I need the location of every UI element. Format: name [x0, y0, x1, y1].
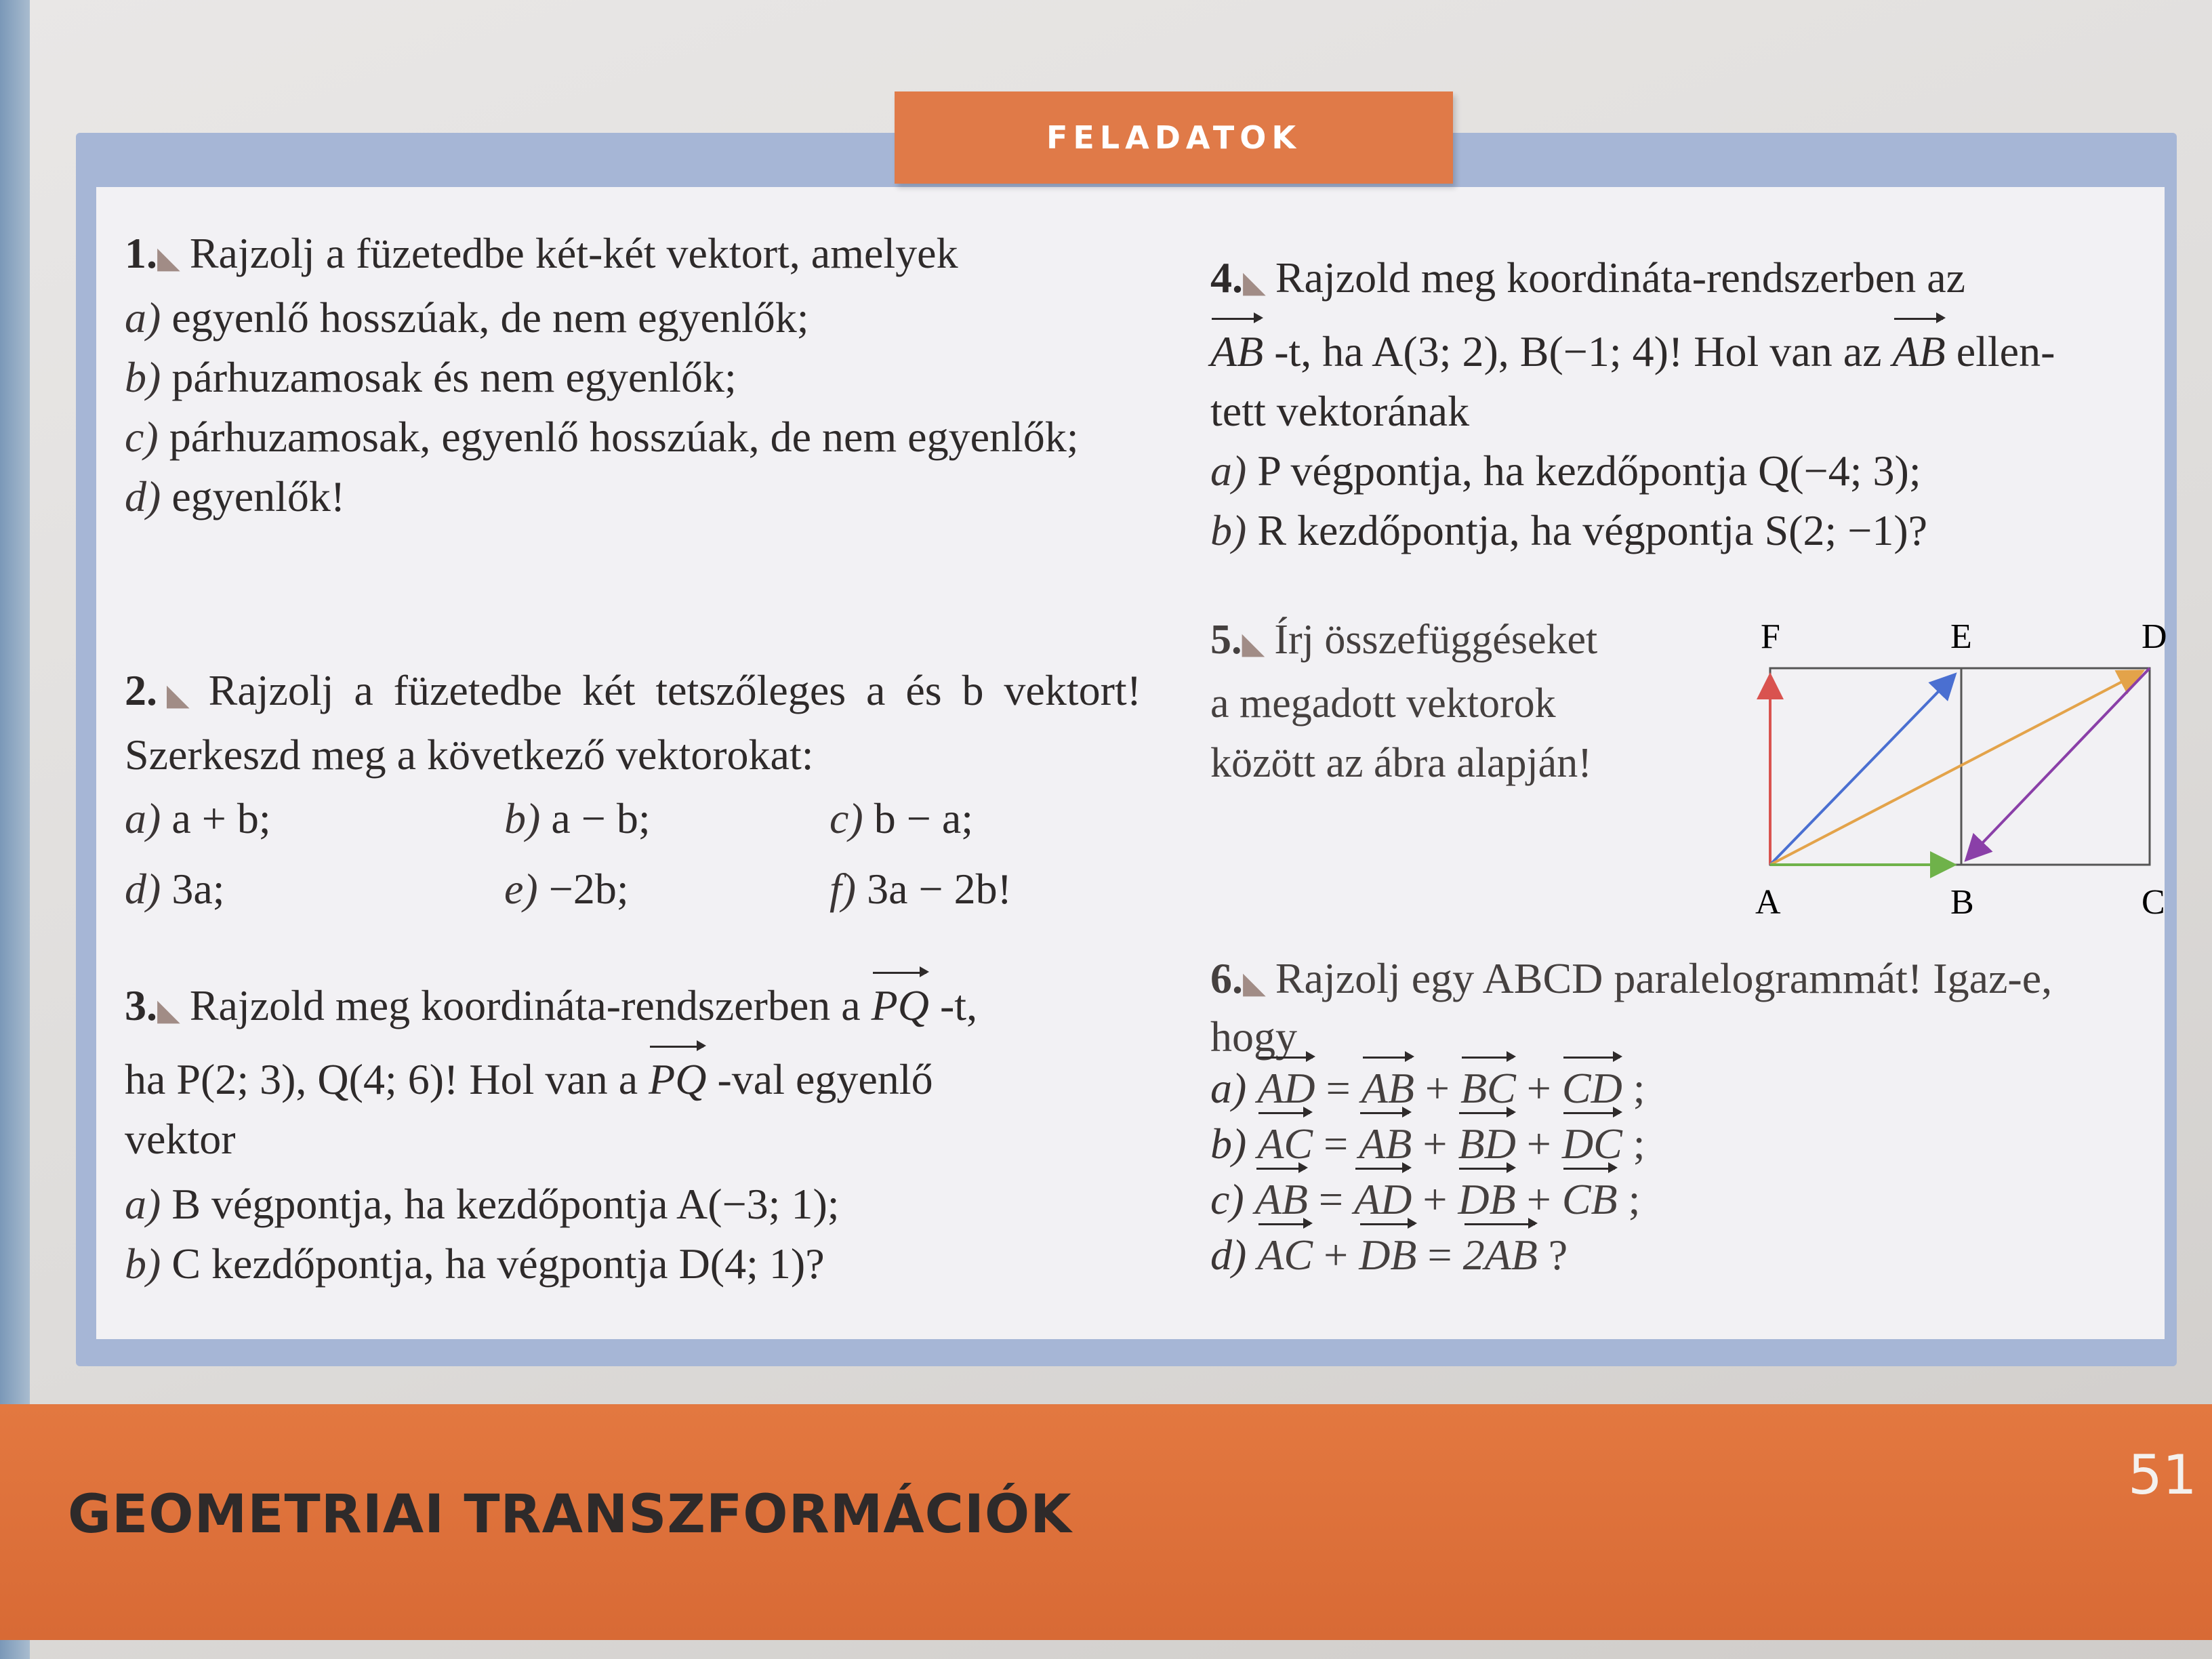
task-item: a + b;	[171, 794, 271, 842]
task-item	[1210, 1116, 2173, 1172]
page-number: 51	[2128, 1443, 2197, 1507]
task-1: 1.◣ Rajzolj a füzetedbe két-két vektort, amelyek a) egyenlő hosszúak, de nem egyenlők; b) párhuzamosak és nem egyenlők; c) párhuzamosak, egyenlő hosszúak, de nem egyenlők; d) egyenlők!	[125, 229, 1079, 520]
vector-term: AD	[1354, 1172, 1412, 1227]
difficulty-icon: ◣	[1242, 627, 1265, 660]
vector-term: CB	[1562, 1172, 1618, 1227]
vector-pq: PQ	[649, 1050, 706, 1109]
vector-term: BD	[1458, 1116, 1515, 1172]
operator: +	[1515, 1120, 1562, 1168]
task-5: 5.◣ Írj összefüggéseket a megadott vektorok között az ábra alapján!	[1210, 617, 1598, 786]
section-tab: FELADATOK	[895, 91, 1453, 184]
task-item: egyenlő hosszúak, de nem egyenlők;	[171, 293, 809, 342]
vector-db	[1968, 668, 2150, 858]
difficulty-icon: ◣	[157, 678, 199, 712]
task-item: 3a;	[171, 865, 225, 913]
operator: +	[1515, 1175, 1562, 1223]
difficulty-icon: ◣	[1243, 966, 1266, 1000]
task-item: B végpontja, ha kezdőpontja A(−3; 1);	[171, 1180, 840, 1228]
task-item	[1210, 1227, 2173, 1283]
label-d: D	[2142, 617, 2167, 656]
operator: =	[1315, 1064, 1361, 1112]
item-label: d)	[1210, 1231, 1258, 1279]
vector-ab: AB	[1893, 322, 1946, 382]
vector-ad	[1770, 672, 2140, 865]
task-number: 1.	[125, 229, 157, 277]
vector-term: AC	[1257, 1116, 1313, 1172]
task-3: 3.◣ Rajzold meg koordináta-rendszerben a PQ -t, ha P(2; 3), Q(4; 6)! Hol van a PQ -val egyenlő vektor a) B végpontja, ha kezdőpontja A(−3; 1); b) C kezdőpontja, ha végpontja D(4; 1)?	[125, 976, 1141, 1294]
punctuation: ;	[1617, 1175, 1641, 1223]
label-e: E	[1950, 617, 1972, 656]
task-item: párhuzamosak és nem egyenlők;	[171, 353, 737, 401]
task-item: párhuzamosak, egyenlő hosszúak, de nem egyenlők;	[169, 413, 1079, 461]
task-6-items	[1210, 1061, 2173, 1283]
task-item	[1210, 1061, 2173, 1116]
vector-ae	[1770, 676, 1953, 865]
difficulty-icon: ◣	[157, 994, 180, 1027]
punctuation: ?	[1537, 1231, 1568, 1279]
operator: +	[1412, 1175, 1458, 1223]
task-item: −2b;	[548, 865, 629, 913]
label-f: F	[1761, 617, 1780, 656]
vector-term: AB	[1359, 1116, 1412, 1172]
vector-pq: PQ	[872, 976, 929, 1036]
operator: +	[1414, 1064, 1460, 1112]
task-item: egyenlők!	[171, 472, 346, 520]
vector-term: DC	[1562, 1116, 1622, 1172]
task-2: 2.◣ Rajzolj a füzetedbe két tetszőleges a és b vektort! Szerkeszd meg a következő vektorokat: a) a + b; b) a − b; c) b − a; d) 3a; e) −2b; f) 3a − 2b!	[125, 666, 1141, 913]
task-item: C kezdőpontja, ha végpontja D(4; 1)?	[171, 1240, 825, 1288]
task-item: b − a;	[874, 794, 973, 842]
item-label: b)	[1210, 1120, 1258, 1168]
vector-ab: AB	[1210, 322, 1263, 382]
vector-term: AB	[1361, 1061, 1414, 1116]
item-label: a)	[1210, 1064, 1258, 1112]
vector-term: CD	[1562, 1061, 1622, 1116]
task-intro: Rajzolj a füzetedbe két tetszőleges a és b vektort! Szerkeszd meg a következő vektorokat:	[125, 666, 1141, 779]
vector-term: AB	[1255, 1172, 1308, 1227]
label-a: A	[1755, 883, 1781, 922]
task-item	[1210, 1172, 2173, 1227]
difficulty-icon: ◣	[157, 241, 180, 274]
task-item: a − b;	[551, 794, 651, 842]
operator: +	[1313, 1231, 1359, 1279]
task-item: 3a − 2b!	[867, 865, 1012, 913]
difficulty-icon: ◣	[1243, 266, 1266, 299]
item-label: c)	[1210, 1175, 1255, 1223]
task-item: R kezdőpontja, ha végpontja S(2; −1)?	[1257, 506, 1928, 554]
vector-diagram	[1735, 610, 2182, 922]
vector-term: AC	[1257, 1227, 1313, 1283]
punctuation: ;	[1622, 1064, 1645, 1112]
label-b: B	[1950, 883, 1974, 922]
chapter-title: GEOMETRIAI TRANSZFORMÁCIÓK	[68, 1484, 1072, 1545]
vector-term: DB	[1458, 1172, 1515, 1227]
punctuation: ;	[1622, 1120, 1645, 1168]
vector-term: 2AB	[1463, 1227, 1538, 1283]
vector-term: DB	[1359, 1227, 1416, 1283]
task-intro: Rajzolj a füzetedbe két-két vektort, amelyek	[189, 229, 958, 277]
task-item: P végpontja, ha kezdőpontja Q(−4; 3);	[1257, 447, 1921, 495]
vector-term: BC	[1460, 1061, 1516, 1116]
vector-term: AD	[1257, 1061, 1315, 1116]
task-4: 4.◣ Rajzold meg koordináta-rendszerben az AB -t, ha A(3; 2), B(−1; 4)! Hol van az AB ellen- tett vektorának a) P végpontja, ha kezdőpontja Q(−4; 3); b) R kezdőpontja, ha végpontja S(2; −1)?	[1210, 253, 2055, 554]
operator: +	[1515, 1064, 1562, 1112]
operator: =	[1307, 1175, 1354, 1223]
label-c: C	[2142, 883, 2165, 922]
operator: =	[1416, 1231, 1463, 1279]
operator: +	[1412, 1120, 1458, 1168]
operator: =	[1313, 1120, 1359, 1168]
task-6: 6.◣ Rajzolj egy ABCD paralelogrammát! Igaz-e, hogy a) AD = AB + BC + CD ; b) AC = AB + BD + DC ; c) AB = AD + DB + CB ; d) AC + DB = 2AB ?	[1210, 949, 2173, 1283]
